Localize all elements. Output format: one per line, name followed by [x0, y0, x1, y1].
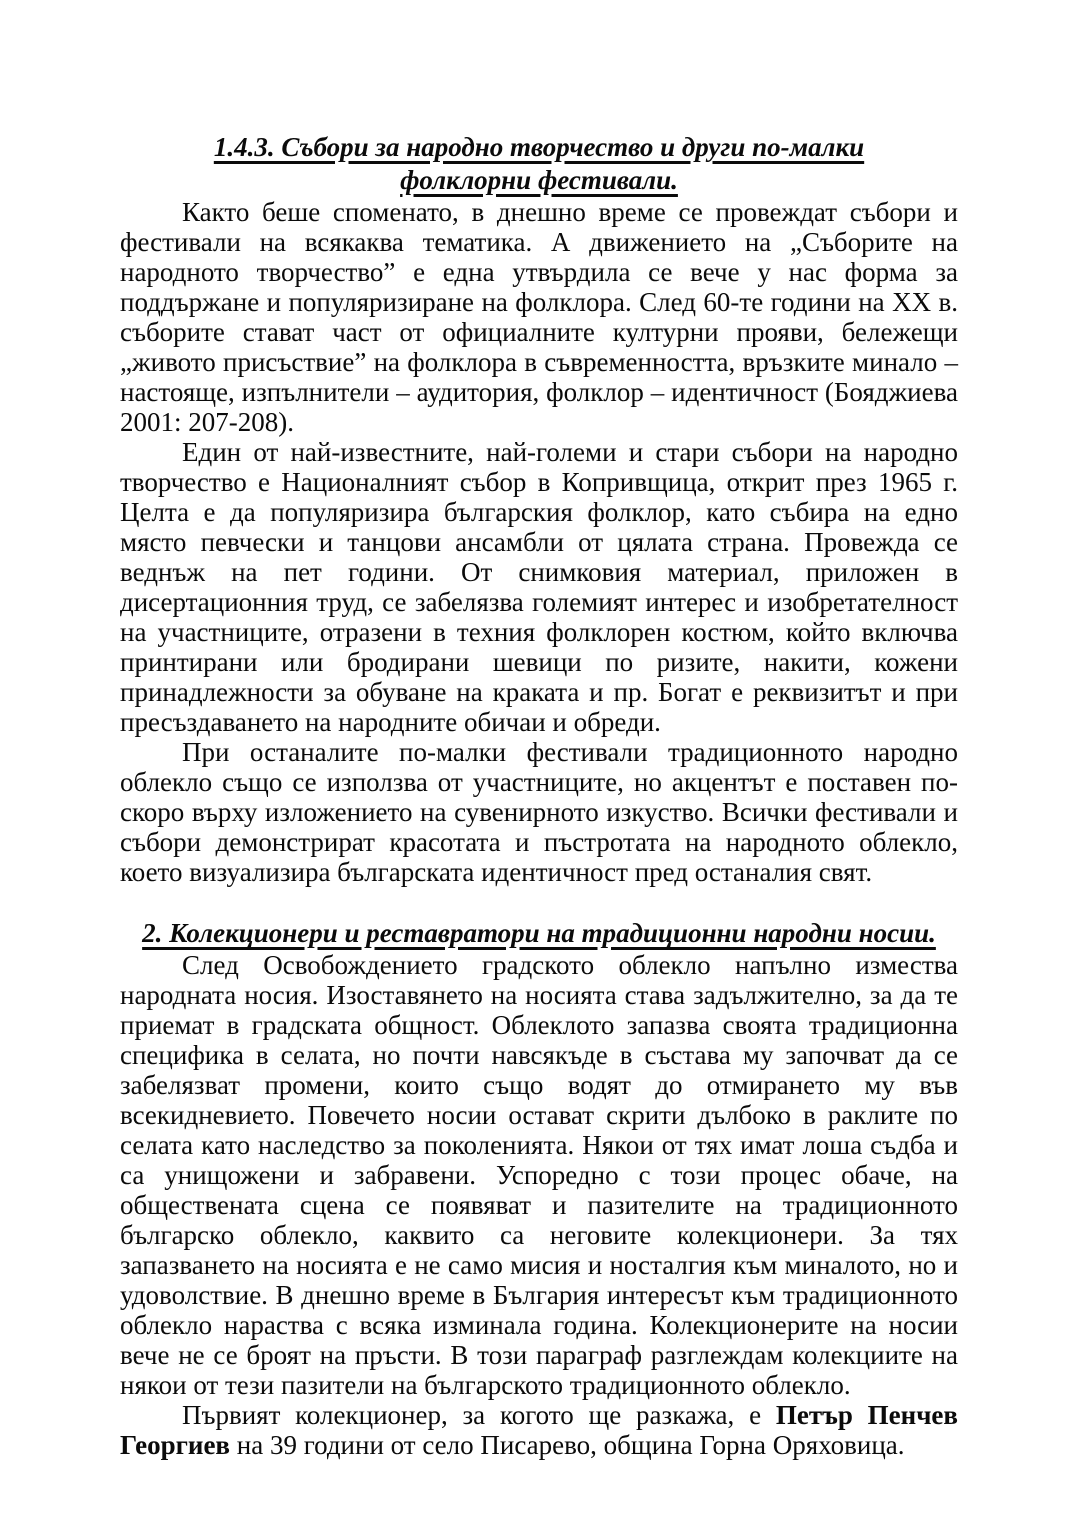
section-1-heading-line-2: фолклорни фестивали. — [400, 165, 678, 195]
section-1-heading-line-1: 1.4.3. Събори за народно творчество и други по-малки — [213, 132, 865, 162]
paragraph-collectors-overview: След Освобождението градското облекло напълно измества народната носия. Изоставянето на носията става задължително, за да те приемат в градската общност. Облеклото запазва своята традиционна специфика в селата, но почти навсякъде в състава му започват да се забелязват промени, които също водят до отмирането му във всекидневието. Повечето носии остават скрити дълбоко в раклите по селата като наследство за поколенията. Някои от тях имат лоша съдба и са унищожени и забравени. Успоредно с този процес обаче, на обществената сцена се появяват и пазителите на традиционното българско облекло, каквито са неговите колекционери. За тях запазването на носията е не само мисия и носталгия към миналото, но и удоволствие. В днешно време в България интересът към традиционното облекло нараства с всяка изминала година. Колекционерите на носии вече не се броят на пръсти. В този параграф разглеждам колекциите на някои от тези пазители на българското традиционното облекло. — [120, 950, 958, 1400]
section-2-heading: 2. Колекционери и реставратори на традиционни народни носии. — [142, 918, 936, 948]
first-collector-text-before: Първият колекционер, за когото ще разкажа, е — [182, 1400, 776, 1430]
collector-name-bold: Петър Пенчев Георгиев — [120, 1400, 958, 1460]
section-1-heading — [120, 131, 958, 197]
paragraph-koprivshtitsa: Един от най-известните, най-големи и стари събори на народно творчество е Националният събор в Копривщица, открит през 1965 г. Целта е да популяризира българския фолклор, като събира на едно място певчески и танцови ансамбли от цялата страна. Провежда се веднъж на пет години. От снимковия материал, приложен в дисертационния труд, се забелязва големият интерес и изобретателност на участниците, отразени в техния фолклорен костюм, който включва принтирани или бродирани шевици по ризите, накити, кожени принадлежности за обуване на краката и пр. Богат е реквизитът и при пресъздаването на народните обичаи и обреди. — [120, 437, 958, 737]
paragraph-festivals-intro: Както беше споменато, в днешно време се провеждат събори и фестивали на всякаква тематика. А движението на „Съборите на народното творчество” е една утвърдила се вече у нас форма за поддържане и популяризиране на фолклора. След 60-те години на XX в. съборите стават част от официалните културни прояви, бележещи „живото присъствие” на фолклора в съвременността, връзките минало – настояще, изпълнители – аудитория, фолклор – идентичност (Бояджиева 2001: 207-208). — [120, 197, 958, 437]
first-collector-text-after: на 39 години от село Писарево, община Горна Оряховица. — [230, 1430, 905, 1460]
paragraph-smaller-festivals: При останалите по-малки фестивали традиционното народно облекло също се използва от участниците, но акцентът е поставен по-скоро върху изложението на сувенирното изкуство. Всички фестивали и събори демонстрират красотата и пъстротата на народното облекло, което визуализира българската идентичност пред останалия свят. — [120, 737, 958, 887]
paragraph-first-collector — [120, 1400, 958, 1460]
